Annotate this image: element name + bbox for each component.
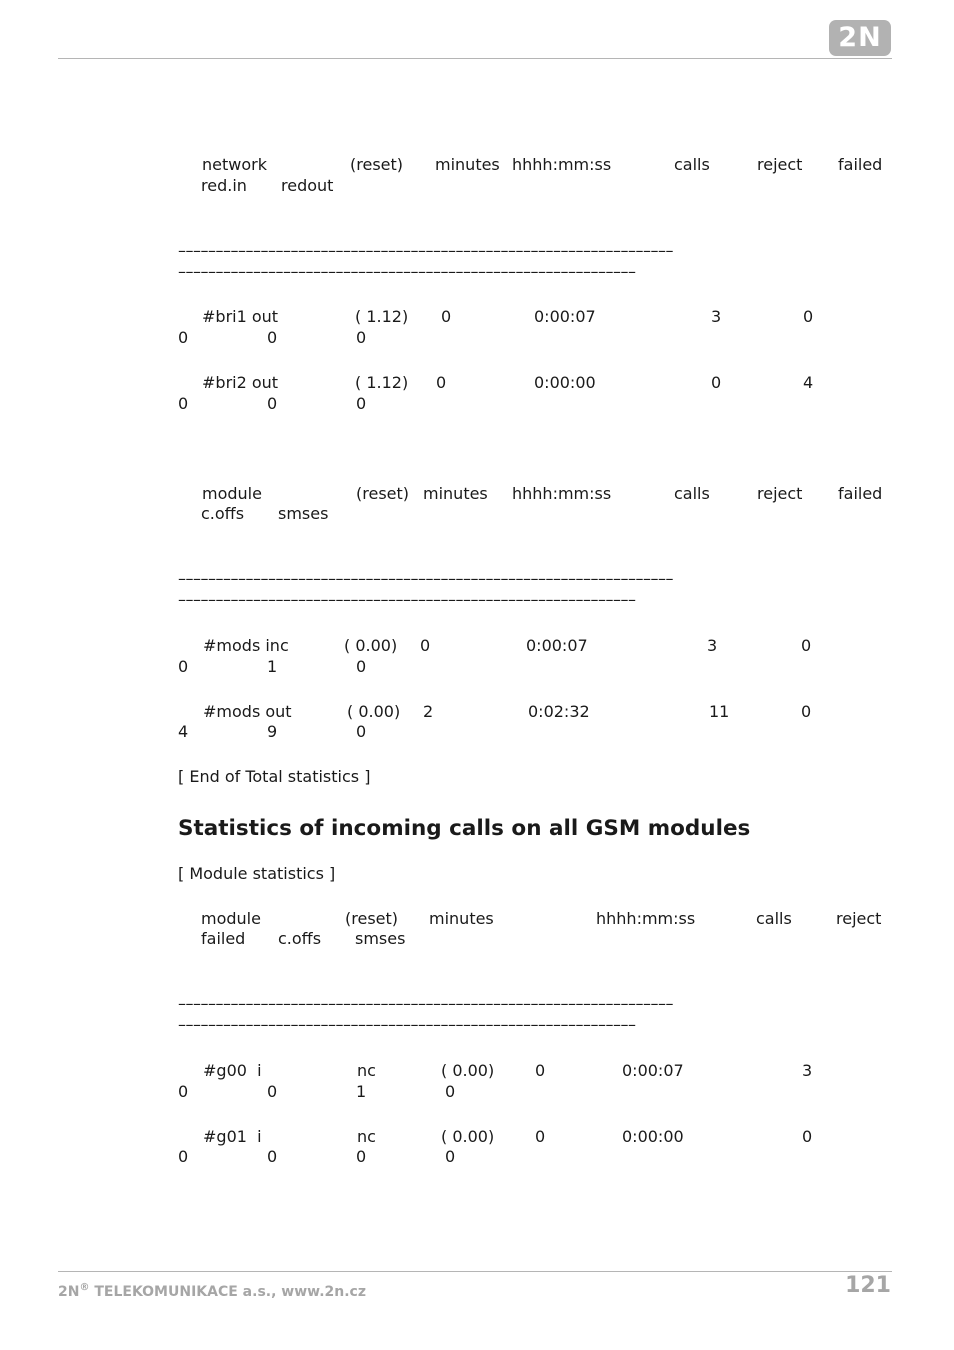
col-hhmmss: hhhh:mm:ss [512, 155, 612, 174]
separator-line: ––––––––––––––––––––––––––––––––––––––––––––––––––––––––––––– [178, 590, 636, 609]
cell-duration: 0:00:07 [526, 636, 588, 655]
col-minutes: minutes [429, 909, 494, 928]
col-reset: (reset) [345, 909, 399, 928]
col-reject: reject [836, 909, 882, 928]
page-number: 121 [845, 1273, 891, 1298]
module-statistics-label: [ Module statistics ] [178, 864, 336, 883]
col-minutes: minutes [435, 155, 500, 174]
cell-duration: 0:00:00 [534, 373, 596, 392]
col-hhmmss: hhhh:mm:ss [596, 909, 696, 928]
brand-logo [829, 20, 891, 56]
cell-name: #bri1 out [202, 307, 279, 326]
cell-smses: 0 [445, 1147, 456, 1166]
col-minutes: minutes [423, 484, 488, 503]
separator-line: –––––––––––––––––––––––––––––––––––––––––––––––––––––––––––––––––– [178, 241, 673, 260]
col-failed: failed [838, 155, 883, 174]
cell-smses: 0 [356, 722, 367, 741]
cell-calls: 0 [802, 1127, 813, 1146]
cell-failed: 4 [178, 722, 189, 741]
cell-c-offs: 9 [267, 722, 278, 741]
cell-minutes: 0 [535, 1127, 546, 1146]
cell-calls: 0 [711, 373, 722, 392]
footer-rule [58, 1271, 892, 1272]
separator-line: ––––––––––––––––––––––––––––––––––––––––––––––––––––––––––––– [178, 1015, 636, 1034]
cell-calls: 3 [802, 1061, 813, 1080]
col-calls: calls [674, 484, 710, 503]
section-heading: Statistics of incoming calls on all GSM modules [178, 816, 751, 841]
cell-c-offs: 0 [356, 1147, 367, 1166]
col-module: module [202, 484, 262, 503]
col-smses: smses [355, 929, 406, 948]
cell-c-offs: 1 [356, 1082, 367, 1101]
cell-name: #mods out [203, 702, 292, 721]
end-of-total-statistics: [ End of Total statistics ] [178, 767, 371, 786]
col-c-offs: c.offs [201, 504, 245, 523]
cell-reject: 0 [801, 636, 812, 655]
cell-calls: 3 [711, 307, 722, 326]
cell-minutes: 2 [423, 702, 434, 721]
cell-reject: 0 [178, 1147, 189, 1166]
cell-failed: 0 [267, 1147, 278, 1166]
footer-company [58, 1278, 366, 1302]
cell-minutes: 0 [535, 1061, 546, 1080]
cell-name: #mods inc [203, 636, 289, 655]
col-reject: reject [757, 155, 803, 174]
cell-reject: 0 [178, 1082, 189, 1101]
col-c-offs: c.offs [278, 929, 322, 948]
cell-duration: 0:02:32 [528, 702, 590, 721]
col-smses: smses [278, 504, 329, 523]
cell-type: nc [357, 1061, 376, 1080]
col-redout: redout [281, 176, 334, 195]
cell-duration: 0:00:07 [534, 307, 596, 326]
cell-calls: 3 [707, 636, 718, 655]
cell-calls: 11 [709, 702, 730, 721]
separator-line: –––––––––––––––––––––––––––––––––––––––––––––––––––––––––––––––––– [178, 994, 673, 1013]
col-reset: (reset) [350, 155, 404, 174]
cell-type: nc [357, 1127, 376, 1146]
cell-name: #bri2 out [202, 373, 279, 392]
cell-c-offs: 1 [267, 657, 278, 676]
cell-redout: 0 [356, 394, 367, 413]
separator-line: –––––––––––––––––––––––––––––––––––––––––––––––––––––––––––––––––– [178, 569, 673, 588]
col-reset: (reset) [356, 484, 410, 503]
logo-text: 2N [838, 22, 882, 53]
cell-smses: 0 [445, 1082, 456, 1101]
cell-reset: ( 0.00) [344, 636, 398, 655]
cell-red-in: 0 [267, 394, 278, 413]
cell-reject: 0 [803, 307, 814, 326]
cell-duration: 0:00:00 [622, 1127, 684, 1146]
cell-reset: ( 1.12) [355, 307, 409, 326]
cell-failed: 0 [178, 394, 189, 413]
col-hhmmss: hhhh:mm:ss [512, 484, 612, 503]
cell-reset: ( 1.12) [355, 373, 409, 392]
cell-minutes: 0 [441, 307, 452, 326]
col-calls: calls [756, 909, 792, 928]
col-failed: failed [201, 929, 246, 948]
cell-failed: 0 [267, 1082, 278, 1101]
col-reject: reject [757, 484, 803, 503]
header-rule [58, 58, 892, 59]
col-network: network [202, 155, 267, 174]
cell-minutes: 0 [420, 636, 431, 655]
col-module: module [201, 909, 261, 928]
cell-minutes: 0 [436, 373, 447, 392]
registered-mark: ® [79, 1282, 90, 1293]
cell-reset: ( 0.00) [347, 702, 401, 721]
footer-company-text: TELEKOMUNIKACE a.s., www.2n.cz [89, 1284, 366, 1300]
cell-failed: 0 [178, 328, 189, 347]
cell-duration: 0:00:07 [622, 1061, 684, 1080]
cell-reject: 4 [803, 373, 814, 392]
cell-failed: 0 [178, 657, 189, 676]
col-red-in: red.in [201, 176, 247, 195]
cell-red-in: 0 [267, 328, 278, 347]
footer-company-prefix: 2N [58, 1284, 80, 1300]
cell-redout: 0 [356, 328, 367, 347]
cell-reject: 0 [801, 702, 812, 721]
col-calls: calls [674, 155, 710, 174]
col-failed: failed [838, 484, 883, 503]
cell-smses: 0 [356, 657, 367, 676]
separator-line: ––––––––––––––––––––––––––––––––––––––––––––––––––––––––––––– [178, 262, 636, 281]
cell-reset: ( 0.00) [441, 1061, 495, 1080]
cell-reset: ( 0.00) [441, 1127, 495, 1146]
cell-name: #g00 i [203, 1061, 262, 1080]
cell-name: #g01 i [203, 1127, 262, 1146]
